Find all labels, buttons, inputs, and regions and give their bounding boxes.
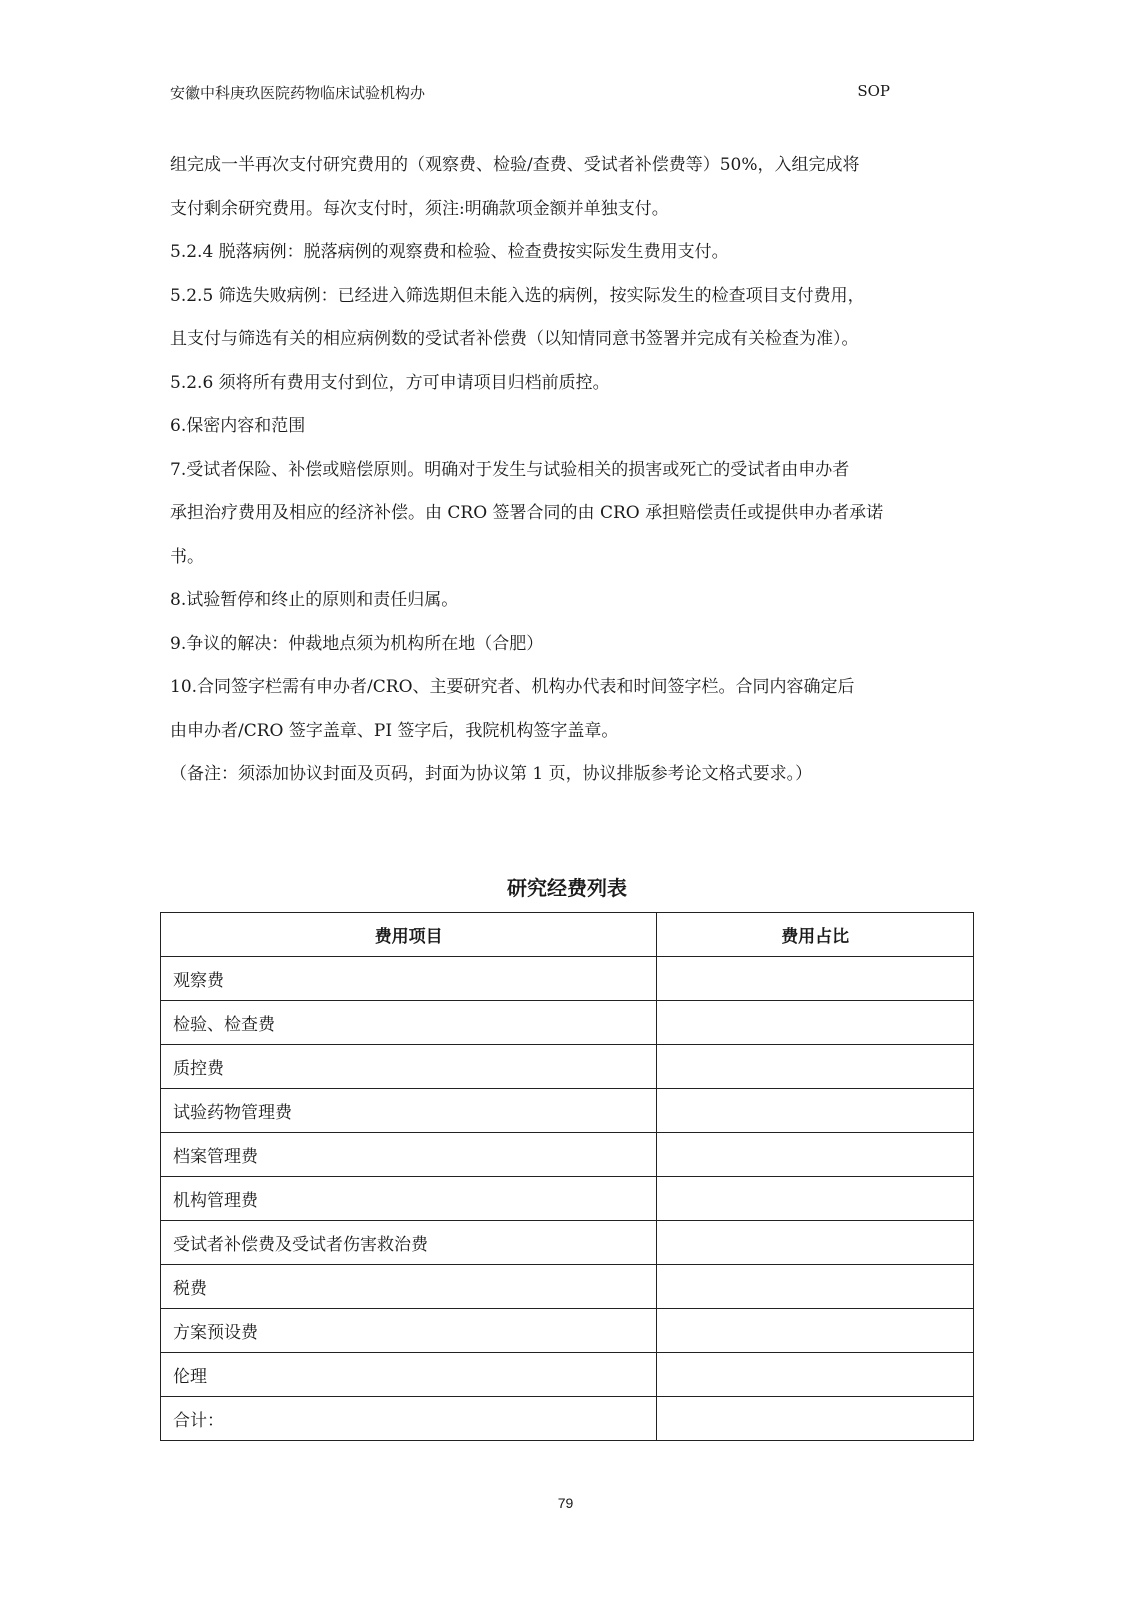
table-row: [161, 1221, 974, 1265]
header-sop-label: SOP: [857, 82, 890, 100]
fee-item-cell: 观察费: [161, 957, 657, 1001]
table-header-row: [161, 913, 974, 957]
table-row: [161, 1177, 974, 1221]
fee-ratio-cell[interactable]: [657, 1309, 974, 1353]
paragraph-line: 8.试验暂停和终止的原则和责任归属。: [170, 590, 459, 610]
fee-item-cell: 质控费: [161, 1045, 657, 1089]
fee-item-cell: 机构管理费: [161, 1177, 657, 1221]
fee-ratio-cell[interactable]: [657, 1265, 974, 1309]
paragraph-line: 9.争议的解决：仲裁地点须为机构所在地（合肥）: [170, 633, 544, 654]
body-text: [170, 144, 970, 797]
fee-item-cell: 档案管理费: [161, 1133, 657, 1177]
fee-item-cell: 税费: [161, 1265, 657, 1309]
paragraph-line: 且支付与筛选有关的相应病例数的受试者补偿费（以知情同意书签署并完成有关检查为准）。: [170, 329, 859, 349]
fee-ratio-cell[interactable]: [657, 1089, 974, 1133]
paragraph-line: 5.2.5 筛选失败病例：已经进入筛选期但未能入选的病例，按实际发生的检查项目支付费用，: [170, 285, 865, 306]
fee-item-cell: 检验、检查费: [161, 1001, 657, 1045]
fee-ratio-cell[interactable]: [657, 1177, 974, 1221]
total-label-cell: 合计：: [161, 1397, 657, 1441]
table-title: 研究经费列表: [507, 876, 627, 900]
paragraph-line: 书。: [170, 546, 204, 567]
paragraph-line: 6.保密内容和范围: [170, 416, 306, 436]
fee-item-cell: 试验药物管理费: [161, 1089, 657, 1133]
fee-item-cell: 方案预设费: [161, 1309, 657, 1353]
fee-item-cell: 伦理: [161, 1353, 657, 1397]
fee-ratio-cell[interactable]: [657, 1133, 974, 1177]
paragraph-line: 7.受试者保险、补偿或赔偿原则。明确对于发生与试验相关的损害或死亡的受试者由申办者: [170, 459, 850, 480]
paragraph-line: 组完成一半再次支付研究费用的（观察费、检验/查费、受试者补偿费等）50%，入组完成将: [170, 155, 860, 175]
paragraph-line: 5.2.6 须将所有费用支付到位，方可申请项目归档前质控。: [170, 372, 610, 393]
fee-ratio-cell[interactable]: [657, 1045, 974, 1089]
table-row: [161, 1265, 974, 1309]
fee-table: [160, 912, 974, 1441]
paragraph-line: 10.合同签字栏需有申办者/CRO、主要研究者、机构办代表和时间签字栏。合同内容确定后: [170, 677, 855, 697]
page-number: 79: [557, 1495, 574, 1511]
paragraph-line: 由申办者/CRO 签字盖章、PI 签字后，我院机构签字盖章。: [170, 720, 619, 741]
paragraph-line: （备注：须添加协议封面及页码，封面为协议第 1 页，协议排版参考论文格式要求。）: [170, 764, 813, 784]
table-row: [161, 1045, 974, 1089]
paragraph-line: 承担治疗费用及相应的经济补偿。由 CRO 签署合同的由 CRO 承担赔偿责任或提供申办者承诺: [170, 503, 884, 523]
total-value-cell[interactable]: [657, 1397, 974, 1441]
fee-item-cell: 受试者补偿费及受试者伤害救治费: [161, 1221, 657, 1265]
paragraph-line: 5.2.4 脱落病例：脱落病例的观察费和检验、检查费按实际发生费用支付。: [170, 242, 729, 262]
column-header-item: 费用项目: [161, 913, 657, 957]
table-row-total: [161, 1397, 974, 1441]
table-row: [161, 1089, 974, 1133]
table-row: [161, 1001, 974, 1045]
table-row: [161, 957, 974, 1001]
fee-ratio-cell[interactable]: [657, 1221, 974, 1265]
table-row: [161, 1133, 974, 1177]
column-header-ratio: 费用占比: [657, 913, 974, 957]
fee-ratio-cell[interactable]: [657, 1353, 974, 1397]
table-row: [161, 1309, 974, 1353]
fee-ratio-cell[interactable]: [657, 957, 974, 1001]
header-institution: 安徽中科庚玖医院药物临床试验机构办: [170, 84, 426, 102]
page-header: [170, 82, 890, 106]
table-row: [161, 1353, 974, 1397]
fee-ratio-cell[interactable]: [657, 1001, 974, 1045]
paragraph-line: 支付剩余研究费用。每次支付时，须注:明确款项金额并单独支付。: [170, 198, 669, 219]
